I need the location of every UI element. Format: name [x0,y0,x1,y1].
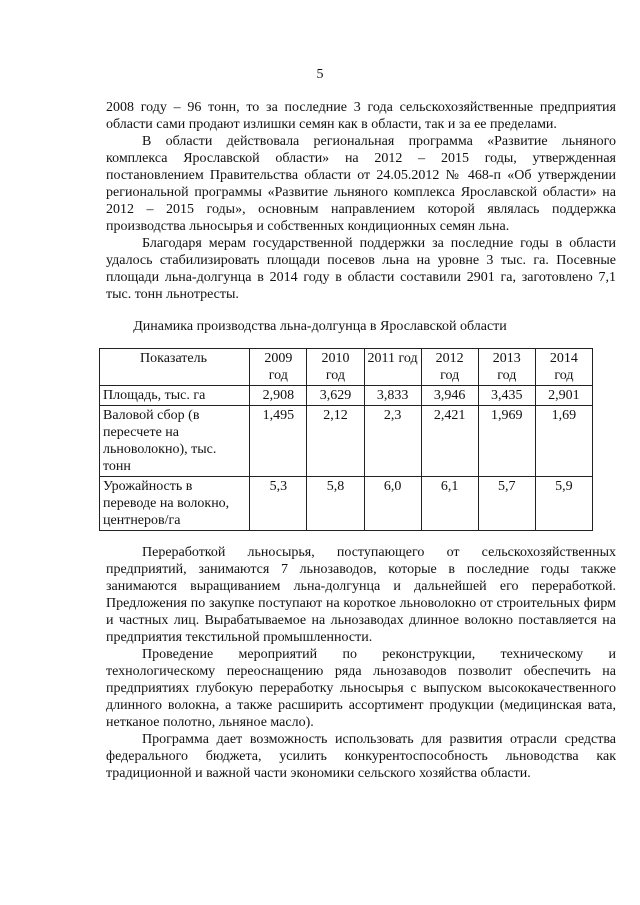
paragraph: 2008 году – 96 тонн, то за последние 3 года сельскохозяйственные предприятия области сами продают излишки семян как в области, так и за ее пределами. [106,100,616,132]
table-cell: 3,629 [307,386,364,406]
table-cell: 6,0 [364,477,421,531]
header-year: 2014 год [535,349,592,386]
table-cell: 3,435 [478,386,535,406]
row-label: Урожайность в переводе на волокно, центнеров/га [100,477,250,531]
table-cell: 5,7 [478,477,535,531]
table-header-row [100,349,593,386]
table-cell: 1,495 [250,406,307,477]
row-label: Валовой сбор (в пересчете на льноволокно), тыс. тонн [100,406,250,477]
table-cell: 1,69 [535,406,592,477]
table-row [100,477,593,531]
table-cell: 1,969 [478,406,535,477]
header-year: 2011 год [364,349,421,386]
table-cell: 5,3 [250,477,307,531]
table-cell: 3,946 [421,386,478,406]
table-cell: 6,1 [421,477,478,531]
table-cell: 2,908 [250,386,307,406]
paragraph: Благодаря мерам государственной поддержки за последние годы в области удалось стабилизировать площади посевов льна на уровне 3 тыс. га. Посевные площади льна-долгунца в 2014 году в области составили 2901 га, заготовлено 7,1 тыс. тонн льнотресты. [106,236,616,302]
table-row [100,406,593,477]
table-cell: 3,833 [364,386,421,406]
flax-production-table [99,348,593,531]
header-year: 2012 год [421,349,478,386]
header-indicator: Показатель [100,349,250,386]
paragraph: Программа дает возможность использовать для развития отрасли средства федерального бюджета, усилить конкурентоспособность льноводства как традиционной и важной части экономики сельского хозяйства области. [106,732,616,781]
paragraph: Переработкой льносырья, поступающего от сельскохозяйственных предприятий, занимаются 7 льнозаводов, которые в последние годы также занимаются выращиванием льна-долгунца и дальнейшей его переработкой. Предложения по закупке поступают на короткое льноволокно от строительных фирм и частных лиц. Вырабатываемое на льнозаводах длинное волокно поставляется на предприятия текстильной промышленности. [106,545,616,645]
table-row [100,386,593,406]
row-label: Площадь, тыс. га [100,386,250,406]
table-cell: 2,421 [421,406,478,477]
header-year: 2010 год [307,349,364,386]
table-cell: 2,3 [364,406,421,477]
table-cell: 5,9 [535,477,592,531]
text-block-before-table [106,99,616,303]
table-cell: 2,12 [307,406,364,477]
paragraph: В области действовала региональная программа «Развитие льняного комплекса Ярославской области» на 2012 – 2015 годы, утвержденная постановлением Правительства области от 24.05.2012 № 468-п «Об утверждении региональной программы «Развитие льняного комплекса Ярославской области» на 2012 – 2015 годы», основным направлением которой являлась поддержка производства льносырья и собственных кондиционных семян льна. [106,134,616,234]
paragraph: Проведение мероприятий по реконструкции, техническому и технологическому переоснащению ряда льнозаводов позволит обеспечить на предприятиях глубокую переработку льносырья с выпуском высококачественного длинного волокна, а также расширить ассортимент продукции (медицинская вата, нетканое полотно, льняное масло). [106,647,616,730]
table-cell: 2,901 [535,386,592,406]
text-block-after-table [106,544,616,782]
header-year: 2013 год [478,349,535,386]
table-cell: 5,8 [307,477,364,531]
page-number: 5 [316,67,324,82]
header-year: 2009 год [250,349,307,386]
table-caption: Динамика производства льна-долгунца в Ярославской области [133,319,507,334]
